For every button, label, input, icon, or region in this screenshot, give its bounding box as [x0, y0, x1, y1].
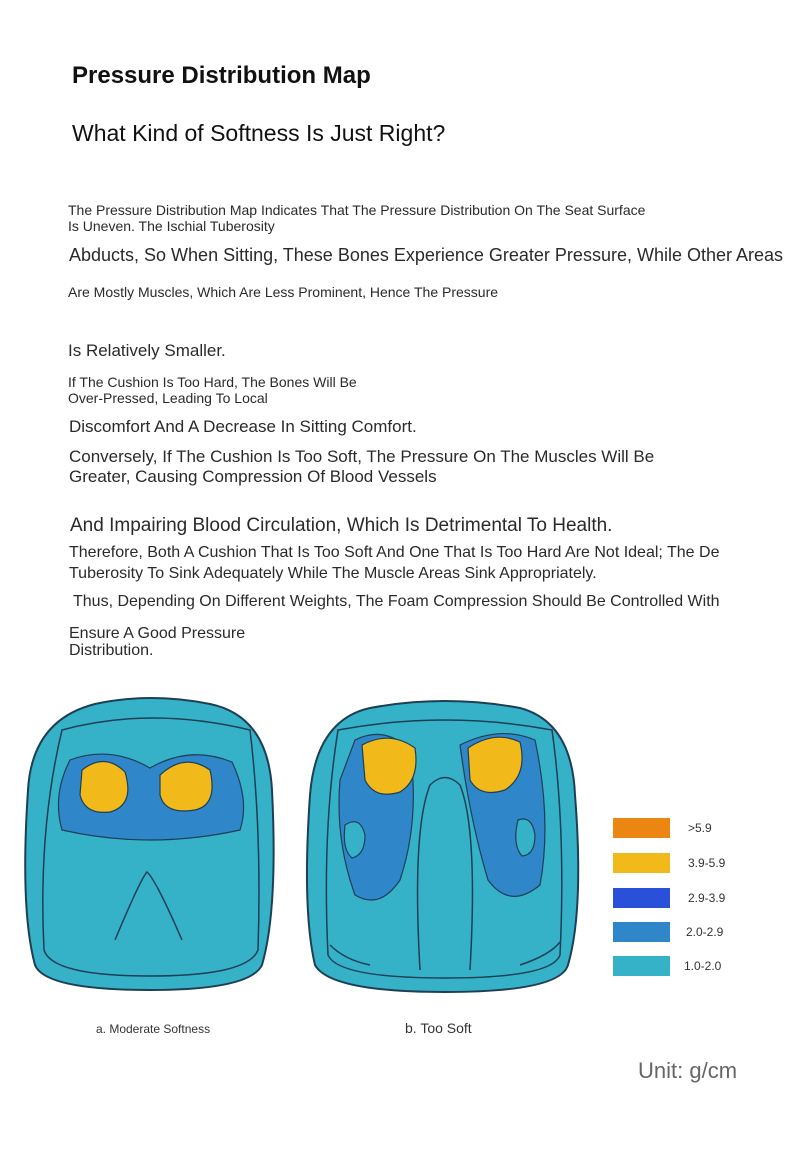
legend-label-4: 2.0-2.9 — [686, 925, 724, 939]
caption-too-soft: b. Too Soft — [405, 1020, 472, 1036]
cushion-too-soft — [307, 701, 578, 992]
paragraph-2: Abducts, So When Sitting, These Bones Experience Greater Pressure, While Other Areas — [69, 245, 784, 265]
legend-swatch-5 — [613, 956, 670, 976]
paragraph-3: Are Mostly Muscles, Which Are Less Prominent, Hence The Pressure — [68, 284, 499, 300]
legend-swatch-1 — [613, 818, 670, 838]
legend-label-5: 1.0-2.0 — [684, 959, 722, 973]
paragraph-9: Therefore, Both A Cushion That Is Too Soft And One That Is Too Hard Are Not Ideal; The De — [69, 544, 720, 561]
caption-moderate: a. Moderate Softness — [96, 1022, 211, 1036]
legend-swatch-2 — [613, 853, 670, 873]
paragraph-10: Tuberosity To Sink Adequately While The Muscle Areas Sink Appropriately. — [69, 565, 597, 582]
paragraph-4: Is Relatively Smaller. — [68, 341, 226, 360]
paragraph-7: Conversely, If The Cushion Is Too Soft, The Pressure On The Muscles Will Be Greater, Causing Compression Of Blood Vessels — [69, 447, 655, 486]
page-title: Pressure Distribution Map — [72, 62, 371, 89]
paragraph-12: Ensure A Good Pressure Distribution. — [69, 625, 246, 659]
legend-swatch-4 — [613, 922, 670, 942]
legend-label-3: 2.9-3.9 — [688, 891, 726, 905]
pressure-figure — [0, 680, 790, 1050]
paragraph-1: The Pressure Distribution Map Indicates That The Pressure Distribution On The Seat Surface Is Uneven. The Ischial Tuberosity — [68, 202, 646, 234]
paragraph-8: And Impairing Blood Circulation, Which Is Detrimental To Health. — [70, 515, 613, 536]
legend-swatch-3 — [613, 888, 670, 908]
legend-label-1: >5.9 — [688, 821, 712, 835]
legend-label-2: 3.9-5.9 — [688, 856, 726, 870]
paragraph-5: If The Cushion Is Too Hard, The Bones Will Be Over-Pressed, Leading To Local — [68, 374, 357, 406]
cushion-moderate — [25, 698, 273, 990]
page-subtitle: What Kind of Softness Is Just Right? — [72, 120, 446, 146]
paragraph-6: Discomfort And A Decrease In Sitting Comfort. — [69, 417, 417, 436]
unit-label: Unit: g/cm — [638, 1058, 738, 1083]
paragraph-11: Thus, Depending On Different Weights, The Foam Compression Should Be Controlled With — [73, 593, 720, 610]
